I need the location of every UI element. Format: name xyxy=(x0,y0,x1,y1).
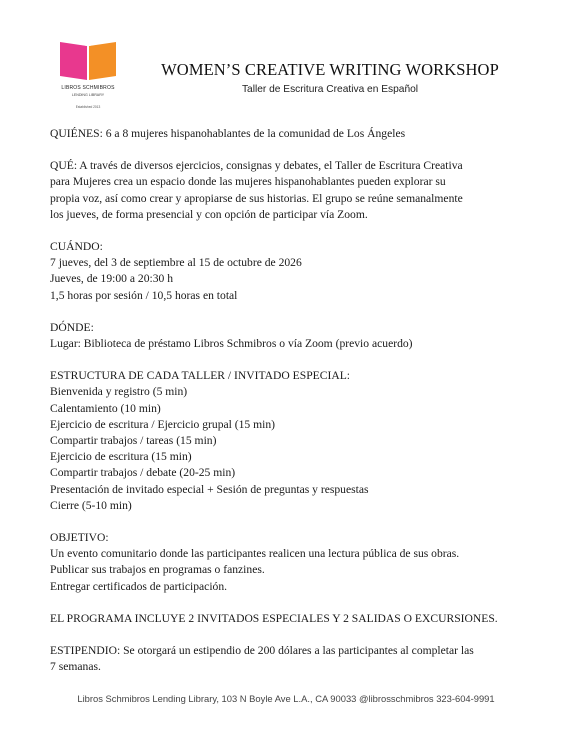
libros-schmibros-logo xyxy=(56,36,120,120)
cuando-line: 7 jueves, del 3 de septiembre al 15 de octubre de 2026 xyxy=(50,256,302,270)
cuando-heading: CUÁNDO: xyxy=(50,240,103,254)
page-title: WOMEN’S CREATIVE WRITING WORKSHOP xyxy=(161,60,499,79)
section-donde xyxy=(50,320,530,352)
estructura-item: Calentamiento (10 min) xyxy=(50,401,161,415)
estipendio-line: ESTIPENDIO: Se otorgará un estipendio de 200 dólares a las participantes al completar las xyxy=(50,644,474,658)
que-line: para Mujeres crea un espacio donde las mujeres hispanohablantes pueden explorar su xyxy=(50,175,446,189)
logo-name: LIBROS SCHMIBROS xyxy=(61,85,115,91)
estructura-item: Compartir trabajos / tareas (15 min) xyxy=(50,434,217,448)
section-estructura xyxy=(50,368,530,514)
document-body xyxy=(50,126,530,675)
estructura-item: Bienvenida y registro (5 min) xyxy=(50,385,188,399)
estipendio-line: 7 semanas. xyxy=(50,660,101,674)
section-programa: EL PROGRAMA INCLUYE 2 INVITADOS ESPECIALES Y 2 SALIDAS O EXCURSIONES. xyxy=(50,611,498,625)
objetivo-line: Entregar certificados de participación. xyxy=(50,579,228,593)
objetivo-line: Publicar sus trabajos en programas o fanzines. xyxy=(50,563,265,577)
objetivo-line: Un evento comunitario donde las participantes realicen una lectura pública de sus obras. xyxy=(50,547,460,561)
donde-heading: DÓNDE: xyxy=(50,320,94,334)
que-line: los jueves, de forma presencial y con opción de participar vía Zoom. xyxy=(50,207,368,221)
section-objetivo xyxy=(50,530,530,595)
open-book-icon xyxy=(56,36,120,84)
estructura-item: Ejercicio de escritura (15 min) xyxy=(50,450,192,464)
section-estipendio xyxy=(50,643,530,675)
estructura-heading: ESTRUCTURA DE CADA TALLER / INVITADO ESPECIAL: xyxy=(50,369,351,383)
objetivo-heading: OBJETIVO: xyxy=(50,531,109,545)
section-cuando xyxy=(50,239,530,304)
footer-contact: Libros Schmibros Lending Library, 103 N Boyle Ave L.A., CA 90033 @librosschmibros 323-604-9991 xyxy=(77,693,495,704)
estructura-item: Compartir trabajos / debate (20-25 min) xyxy=(50,466,236,480)
estructura-item: Cierre (5-10 min) xyxy=(50,498,132,512)
cuando-line: 1,5 horas por sesión / 10,5 horas en total xyxy=(50,288,238,302)
que-line: propia voz, así como crear y apropiarse de sus historias. El grupo se reúne semanalmente xyxy=(50,191,463,205)
cuando-line: Jueves, de 19:00 a 20:30 h xyxy=(50,272,174,286)
logo-tagline: LENDING LIBRARY xyxy=(71,93,105,97)
section-que xyxy=(50,158,530,223)
que-line: QUÉ: A través de diversos ejercicios, consignas y debates, el Taller de Escritura Creativa xyxy=(50,159,463,173)
page-subtitle: Taller de Escritura Creativa en Español xyxy=(241,84,419,95)
section-quienes: QUIÉNES: 6 a 8 mujeres hispanohablantes de la comunidad de Los Ángeles xyxy=(50,127,406,140)
logo-established: Established 2013 xyxy=(75,105,101,109)
estructura-item: Presentación de invitado especial + Sesión de preguntas y respuestas xyxy=(50,482,369,496)
estructura-item: Ejercicio de escritura / Ejercicio grupal (15 min) xyxy=(50,417,276,431)
donde-line: Lugar: Biblioteca de préstamo Libros Schmibros o vía Zoom (previo acuerdo) xyxy=(50,337,413,351)
